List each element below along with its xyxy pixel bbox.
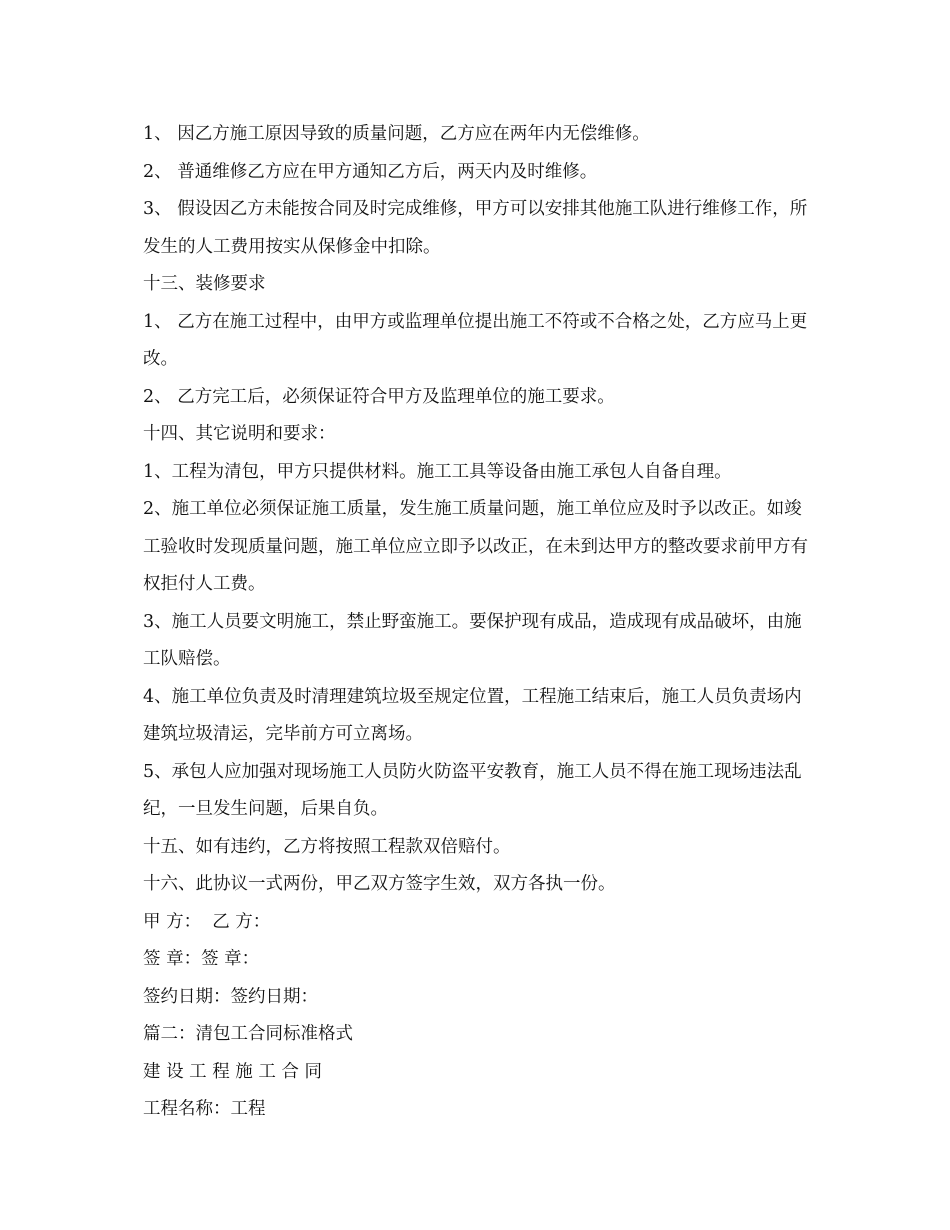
party-line: 甲 方： 乙 方： <box>143 911 271 932</box>
contract-title: 建 设 工 程 施 工 合 同 <box>143 1061 322 1082</box>
clause-renovation-2: 2、 乙方完工后，必须保证符合甲方及监理单位的施工要求。 <box>143 386 615 407</box>
clause-other-5: 5、承包人应加强对现场施工人员防火防盗平安教育，施工人员不得在施工现场违法乱纪，一旦发生问题，后果自负。 <box>143 761 802 819</box>
signature-line: 签 章：签 章： <box>143 949 260 969</box>
clause-warranty-1: 1、 因乙方施工原因导致的质量问题，乙方应在两年内无偿维修。 <box>143 124 650 144</box>
part-two-title: 篇二：清包工合同标准格式 <box>143 1024 353 1044</box>
section-heading-13: 十三、装修要求 <box>143 274 266 294</box>
clause-warranty-2: 2、 普通维修乙方应在甲方通知乙方后，两天内及时维修。 <box>143 161 598 182</box>
clause-other-1: 1、工程为清包，甲方只提供材料。施工工具等设备由施工承包人自备自理。 <box>143 461 732 482</box>
clause-renovation-1: 1、 乙方在施工过程中，由甲方或监理单位提出施工不符或不合格之处，乙方应马上更改。 <box>143 311 808 369</box>
section-heading-16: 十六、此协议一式两份，甲乙双方签字生效，双方各执一份。 <box>143 874 616 894</box>
clause-other-3: 3、施工人员要文明施工，禁止野蛮施工。要保护现有成品，造成现有成品破坏，由施工队赔偿。 <box>143 611 802 669</box>
section-heading-14: 十四、其它说明和要求： <box>143 424 336 444</box>
clause-warranty-3: 3、 假设因乙方未能按合同及时完成维修，甲方可以安排其他施工队进行维修工作，所发生的人工费用按实从保修金中扣除。 <box>143 199 808 257</box>
project-name-line: 工程名称：工程 <box>143 1099 266 1119</box>
document-body <box>143 116 815 1129</box>
section-heading-15: 十五、如有违约，乙方将按照工程款双倍赔付。 <box>143 836 511 857</box>
clause-other-4: 4、施工单位负责及时清理建筑垃圾至规定位置，工程施工结束后，施工人员负责场内建筑垃圾清运，完毕前方可立离场。 <box>143 686 802 744</box>
sign-date-line: 签约日期：签约日期： <box>143 986 318 1007</box>
clause-other-2: 2、施工单位必须保证施工质量，发生施工质量问题，施工单位应及时予以改正。如竣工验收时发现质量问题，施工单位应立即予以改正，在未到达甲方的整改要求前甲方有权拒付人工费。 <box>143 499 808 594</box>
